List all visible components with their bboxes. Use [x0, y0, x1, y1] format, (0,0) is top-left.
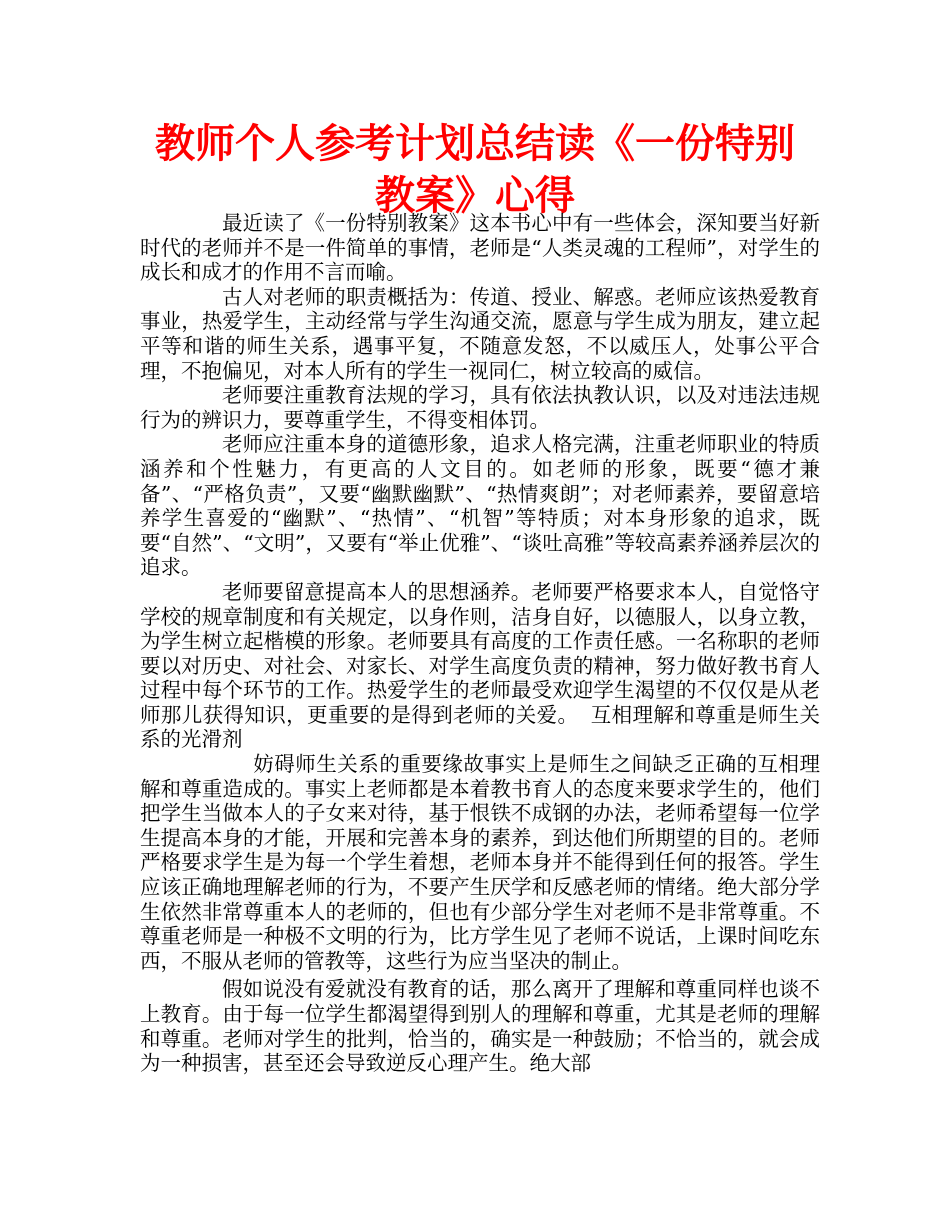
- paragraph-3: 老师要注重教育法规的学习，具有依法执教认识，以及对违法违规行为的辨识力，要尊重学生，不得变相体罚。: [140, 383, 820, 432]
- section-heading-inline: 互相理解和尊重是师生关系的光滑剂: [140, 702, 821, 752]
- paragraph-5-text: 老师要留意提高本人的思想涵养。老师要严格要求本人，自觉恪守学校的规章制度和有关规定，以身作则，洁身自好，以德服人，以身立教，为学生树立起楷模的形象。老师要具有高度的工作责任感。一名称职的老师要以对历史、对社会、对家长、对学生高度负责的精神，努力做好教书育人过程中每个环节的工作。热爱学生的老师最受欢迎学生渴望的不仅仅是从老师那儿获得知识，更重要的是得到老师的关爱。: [140, 579, 820, 727]
- paragraph-1: 最近读了《一份特别教案》这本书心中有一些体会，深知要当好新时代的老师并不是一件简单的事情，老师是“人类灵魂的工程师”，对学生的成长和成才的作用不言而喻。: [140, 211, 820, 285]
- document-body: [140, 211, 820, 1076]
- paragraph-2: 古人对老师的职责概括为：传道、授业、解惑。老师应该热爱教育事业，热爱学生，主动经常与学生沟通交流，愿意与学生成为朋友，建立起平等和谐的师生关系，遇事平复，不随意发怒，不以威压人，处事公平合理，不抱偏见，对本人所有的学生一视同仁，树立较高的威信。: [140, 284, 820, 383]
- paragraph-7: 假如说没有爱就没有教育的话，那么离开了理解和尊重同样也谈不上教育。由于每一位学生都渴望得到别人的理解和尊重，尤其是老师的理解和尊重。老师对学生的批判，恰当的，确实是一种鼓励；不恰当的，就会成为一种损害，甚至还会导致逆反心理产生。绝大部: [140, 977, 820, 1076]
- paragraph-5: [140, 580, 820, 752]
- paragraph-4: 老师应注重本身的道德形象，追求人格完满，注重老师职业的特质涵养和个性魅力，有更高的人文目的。如老师的形象，既要“德才兼备”、“严格负责”，又要“幽默幽默”、“热情爽朗”；对老师素养，要留意培养学生喜爱的“幽默”、“热情”、“机智”等特质；对本身形象的追求，既要“自然”、“文明”，又要有“举止优雅”、“谈吐高雅”等较高素养涵养层次的追求。: [140, 432, 820, 580]
- document-title: 教师个人参考计划总结读《一份特别教案》心得: [155, 121, 795, 219]
- paragraph-6-text: 妨碍师生关系的重要缘故事实上是师生之间缺乏正确的互相理解和尊重造成的。事实上老师都是本着教书育人的态度来要求学生的，他们把学生当做本人的子女来对待，基于恨铁不成钢的办法，老师希望每一位学生提高本身的才能，开展和完善本身的素养，到达他们所期望的目的。老师严格要求学生是为每一个学生着想，老师本身并不能得到任何的报答。学生应该正确地理解老师的行为，不要产生厌学和反感老师的情绪。绝大部分学生依然非常尊重本人的老师的，但也有少部分学生对老师不是非常尊重。不尊重老师是一种极不文明的行为，比方学生见了老师不说话，上课时间吃东西，不服从老师的管教等，这些行为应当坚决的制止。: [140, 752, 820, 973]
- paragraph-6: [140, 752, 820, 973]
